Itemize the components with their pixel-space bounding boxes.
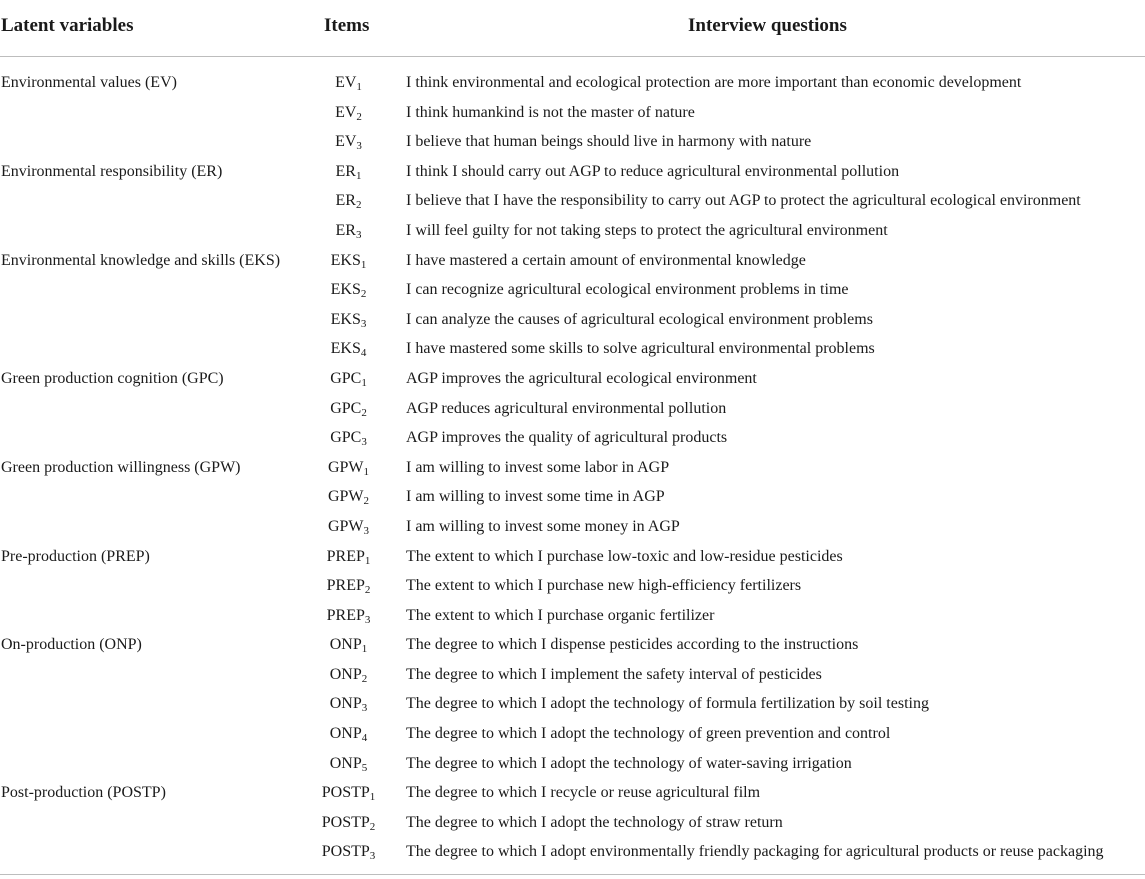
- item-code: EV: [335, 103, 357, 121]
- interview-question-cell: The degree to which I adopt the technology of formula fertilization by soil testing: [406, 695, 929, 713]
- item-cell: [300, 512, 397, 542]
- item-cell: [300, 157, 397, 187]
- item-cell: [300, 630, 397, 660]
- interview-question-cell: I think environmental and ecological protection are more important than economic development: [406, 74, 1022, 91]
- item-subscript: 2: [355, 199, 362, 212]
- item-subscript: 2: [361, 406, 367, 419]
- table-row: [0, 719, 1145, 749]
- table-header: [0, 0, 1145, 57]
- item-subscript: 3: [363, 524, 370, 537]
- interview-question-cell: The degree to which I adopt the technology of water-saving irrigation: [406, 754, 852, 772]
- interview-question-cell: The degree to which I adopt the technology of green prevention and control: [406, 725, 891, 743]
- item-cell: [300, 275, 397, 305]
- item-code: PREP: [326, 577, 365, 595]
- item-cell: [300, 749, 397, 779]
- item-code: ONP: [329, 725, 362, 743]
- item-cell: [300, 68, 397, 98]
- item-subscript: 3: [361, 436, 367, 449]
- interview-question-cell: I think I should carry out AGP to reduce agricultural environmental pollution: [406, 162, 900, 180]
- item-code: GPW: [327, 517, 364, 535]
- interview-question-cell: I have mastered a certain amount of environmental knowledge: [406, 251, 806, 269]
- item-subscript: 1: [363, 465, 370, 478]
- header-latent-variables: Latent variables: [1, 15, 134, 36]
- item-cell: [300, 127, 397, 157]
- table-row: [0, 749, 1145, 779]
- item-cell: [300, 216, 397, 246]
- item-subscript: 1: [356, 81, 362, 93]
- item-cell: [300, 542, 397, 572]
- table-row: [0, 542, 1145, 572]
- item-subscript: 1: [355, 169, 362, 182]
- latent-variable-cell: Environmental values (EV): [1, 74, 177, 91]
- item-subscript: 1: [361, 376, 367, 389]
- table-body: [0, 68, 1145, 867]
- interview-question-cell: I believe that human beings should live in harmony with nature: [406, 133, 812, 151]
- item-code: PREP: [326, 547, 365, 565]
- header-items: Items: [324, 15, 370, 36]
- interview-question-cell: I am willing to invest some labor in AGP: [406, 458, 670, 476]
- item-cell: [300, 778, 397, 808]
- interview-question-cell: I am willing to invest some time in AGP: [406, 488, 665, 506]
- interview-question-cell: I can recognize agricultural ecological environment problems in time: [406, 281, 849, 299]
- item-cell: [300, 334, 397, 364]
- interview-question-cell: AGP improves the agricultural ecological environment: [406, 369, 757, 387]
- item-code: ONP: [329, 665, 362, 683]
- item-cell: [300, 246, 397, 276]
- table-row: [0, 305, 1145, 335]
- item-code: GPW: [327, 458, 364, 476]
- interview-question-cell: The degree to which I recycle or reuse agricultural film: [406, 784, 761, 802]
- item-subscript: 2: [360, 288, 367, 301]
- item-subscript: 3: [361, 702, 368, 715]
- item-code: PREP: [326, 606, 365, 624]
- latent-variable-cell: Environmental responsibility (ER): [1, 162, 223, 180]
- table-row: [0, 98, 1145, 128]
- item-cell: [300, 423, 397, 453]
- item-cell: [300, 453, 397, 483]
- interview-question-cell: AGP reduces agricultural environmental pollution: [406, 399, 727, 417]
- interview-question-cell: The degree to which I implement the safety interval of pesticides: [406, 665, 822, 683]
- table-row: [0, 837, 1145, 867]
- item-cell: [300, 660, 397, 690]
- item-code: POSTP: [321, 784, 370, 802]
- item-code: EKS: [330, 310, 361, 328]
- item-subscript: 5: [361, 761, 368, 774]
- item-code: GPW: [327, 488, 364, 506]
- item-cell: [300, 394, 397, 424]
- table-row: [0, 127, 1145, 157]
- item-code: EV: [335, 74, 357, 91]
- table-row: [0, 394, 1145, 424]
- interview-question-cell: I am willing to invest some money in AGP: [406, 517, 680, 535]
- interview-question-cell: The degree to which I adopt environmentally friendly packaging for agricultural products or reuse packaging: [406, 843, 1104, 861]
- item-code: EKS: [330, 251, 361, 269]
- item-subscript: 1: [369, 791, 376, 804]
- item-cell: [300, 98, 397, 128]
- interview-question-cell: I believe that I have the responsibility to carry out AGP to protect the agricultural ecological environment: [406, 192, 1081, 210]
- item-subscript: 3: [360, 317, 367, 330]
- table-row: [0, 808, 1145, 838]
- latent-variable-cell: Green production willingness (GPW): [1, 458, 241, 476]
- item-cell: [300, 808, 397, 838]
- table-row: [0, 216, 1145, 246]
- item-cell: [300, 837, 397, 867]
- interview-question-cell: The extent to which I purchase new high-efficiency fertilizers: [406, 577, 802, 595]
- table-row: [0, 689, 1145, 719]
- item-subscript: 2: [363, 495, 370, 508]
- interview-question-cell: The degree to which I dispense pesticides according to the instructions: [406, 636, 859, 654]
- item-cell: [300, 571, 397, 601]
- item-cell: [300, 364, 397, 394]
- table-row: [0, 512, 1145, 542]
- table-row: [0, 157, 1145, 187]
- item-subscript: 4: [360, 347, 367, 360]
- table-row: [0, 571, 1145, 601]
- item-cell: [300, 186, 397, 216]
- latent-variable-cell: Post-production (POSTP): [1, 784, 166, 802]
- item-subscript: 2: [369, 820, 376, 833]
- item-subscript: 4: [361, 732, 368, 745]
- item-cell: [300, 305, 397, 335]
- item-subscript: 2: [361, 672, 368, 685]
- item-code: ER: [335, 162, 356, 180]
- interview-question-cell: I have mastered some skills to solve agricultural environmental problems: [406, 340, 875, 358]
- bottom-rule: [0, 874, 1145, 875]
- item-code: GPC: [330, 399, 362, 417]
- interview-question-cell: The extent to which I purchase organic fertilizer: [406, 606, 715, 624]
- item-code: POSTP: [321, 843, 370, 861]
- table-row: [0, 630, 1145, 660]
- item-code: ONP: [329, 695, 362, 713]
- interview-question-cell: AGP improves the quality of agricultural products: [406, 429, 728, 447]
- item-subscript: 3: [364, 613, 371, 626]
- item-subscript: 1: [361, 643, 368, 656]
- item-code: ER: [335, 221, 356, 239]
- item-subscript: 3: [355, 228, 362, 241]
- item-cell: [300, 482, 397, 512]
- item-code: EKS: [330, 281, 361, 299]
- item-cell: [300, 689, 397, 719]
- interview-question-cell: I think humankind is not the master of nature: [406, 103, 695, 121]
- latent-variable-cell: Green production cognition (GPC): [1, 369, 224, 387]
- table-row: [0, 364, 1145, 394]
- item-code: EKS: [330, 340, 361, 358]
- table-row: [0, 275, 1145, 305]
- table-row: [0, 68, 1145, 98]
- item-cell: [300, 601, 397, 631]
- item-subscript: 1: [360, 258, 367, 271]
- interview-question-cell: The degree to which I adopt the technology of straw return: [406, 813, 783, 831]
- table-row: [0, 453, 1145, 483]
- table-row: [0, 423, 1145, 453]
- table-row: [0, 660, 1145, 690]
- header-interview-questions: Interview questions: [688, 15, 847, 36]
- item-subscript: 1: [364, 554, 371, 567]
- item-code: ONP: [329, 754, 362, 772]
- item-cell: [300, 719, 397, 749]
- table-row: [0, 482, 1145, 512]
- interview-question-cell: The extent to which I purchase low-toxic and low-residue pesticides: [406, 547, 843, 565]
- item-code: ONP: [329, 636, 362, 654]
- interview-question-cell: I will feel guilty for not taking steps to protect the agricultural environment: [406, 221, 888, 239]
- item-subscript: 3: [369, 850, 376, 863]
- interview-question-cell: I can analyze the causes of agricultural ecological environment problems: [406, 310, 873, 328]
- item-subscript: 3: [356, 140, 362, 153]
- table-row: [0, 246, 1145, 276]
- table-row: [0, 186, 1145, 216]
- latent-variable-cell: Environmental knowledge and skills (EKS): [1, 251, 281, 269]
- item-code: GPC: [330, 429, 362, 447]
- item-code: POSTP: [321, 813, 370, 831]
- table-row: [0, 778, 1145, 808]
- item-subscript: 2: [364, 584, 371, 597]
- item-code: GPC: [330, 369, 362, 387]
- item-code: ER: [335, 192, 356, 210]
- latent-variable-cell: On-production (ONP): [1, 636, 142, 654]
- table-row: [0, 601, 1145, 631]
- item-subscript: 2: [356, 110, 362, 123]
- item-code: EV: [335, 133, 357, 151]
- latent-variable-cell: Pre-production (PREP): [1, 547, 150, 565]
- table-row: [0, 334, 1145, 364]
